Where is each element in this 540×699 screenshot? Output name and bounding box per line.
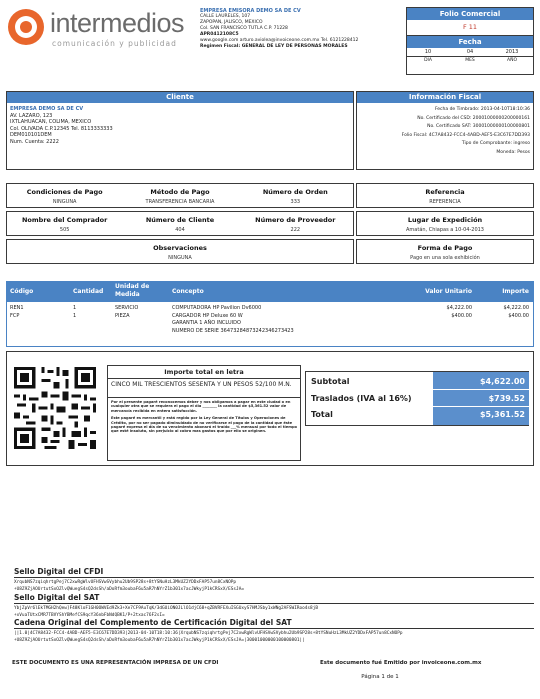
fiscal-cert-sat: No. Certificado SAT: 30001000000100000801: [427, 124, 530, 129]
lugar-label: Lugar de Expedición: [407, 216, 483, 224]
fecha-mes: 04: [466, 49, 474, 55]
row-concepto: COMPUTADORA HP Pavilion Dv6000: [172, 305, 262, 311]
condiciones-label: Condiciones de Pago: [26, 188, 103, 196]
cadena-line2: +U8Z9ZjAOUrtutSxOZlvQWuegS4sQ2dsSh/aDoRfm3oubaF6u5aR7hNYrZ1b301x7acJWkyjP1kCRSxX/ESsJA=|30001000000100000801||: [14, 638, 305, 643]
item-note-row: [7, 320, 533, 328]
logo-tagline: comunicación y publicidad: [52, 39, 177, 48]
row-unidad: SERVICIO: [115, 305, 139, 311]
issuer-address1: CALLE LAURELES, 107: [200, 14, 251, 19]
metodo-value: TRANSFERENCIA BANCARIA: [145, 199, 215, 205]
item-note-row: [7, 328, 533, 336]
orden-value: 333: [290, 199, 301, 205]
fiscal-body: [357, 103, 533, 160]
cliente-line3: Col. OLIVADA C.P.12345 Tel. 8113333333: [10, 125, 113, 132]
subtotal-label: Subtotal: [311, 377, 350, 386]
sello-sat: [14, 592, 534, 619]
metodo-label: Método de Pago: [150, 188, 210, 196]
company-logo: [6, 4, 196, 52]
item-note-serie: NUMERO DE SERIE 3647328487324234627342​3: [172, 327, 294, 334]
footer-left: ESTE DOCUMENTO ES UNA REPRESENTACIÓN IMPRESA DE UN CFDI: [12, 660, 219, 666]
obs-value: NINGUNA: [168, 255, 192, 261]
forma-box: [356, 239, 534, 264]
sello-sat-line1: YbjZpVr6lEkTMGH2hQew]F48KloF1GH0OWVEd9Zk3+Xe7CF9AuTqK/3dGUiON0JLlO1djC68+qZBVRFEXuISGUxyS7HMJSby1xWNg2AFSWIRoo4s8jB: [14, 606, 318, 611]
cliente-body: [7, 103, 353, 149]
comprador-value: 505: [59, 227, 70, 233]
referencia-value: REFERENCIA: [429, 199, 461, 205]
divider: [433, 389, 529, 390]
referencia-box: [356, 183, 534, 208]
items-header: [7, 282, 533, 302]
iva-value: $739.52: [488, 394, 525, 403]
fecha-anio-label: AÑO: [507, 58, 517, 63]
folio-label: Folio Comercial: [407, 8, 533, 20]
cliente-name: EMPRESA DEMO SA DE CV: [10, 106, 84, 112]
proveedor-value: 222: [290, 227, 301, 233]
pagare-text-1: Por el presente pagaré reconocemos deber y nos obligamos a pagar en este ciudad o en cualquier otra que se requiera el pago el día ________ la cantidad de $5,361.52 valor de mercancía recibida en entera satisfacción.: [111, 400, 291, 413]
items-body: [7, 305, 533, 335]
issuer-address2: ZAPOPAN, JALISCO, MEXICO: [200, 20, 263, 25]
row-cantidad: 1: [73, 305, 77, 311]
cliente-line2: IXTLAHUACAN, COLIMA, MEXICO: [10, 119, 92, 126]
issuer-name: EMPRESA EMISORA DEMO SA DE CV: [200, 8, 301, 14]
row-importe: $400.00: [508, 312, 529, 319]
sello-cfdi-line1: XrqubNS7zqiqhrtgPej7C2xwRgWlvUFHSVwSVybhu2Ub9SP28s+8tYSNuHzL3MkUZ2YDDxFAP57un8CxNOPp: [14, 580, 237, 585]
totals-box: [305, 371, 529, 426]
fecha-label: Fecha: [407, 36, 533, 48]
totals-values-panel: [433, 372, 529, 425]
row-unitario: $400.00: [451, 312, 472, 319]
cliente-line4: DEM010101DEM: [10, 132, 52, 139]
totals-section: [6, 351, 534, 466]
sello-cfdi-label: Sello Digital del CFDI: [14, 566, 534, 578]
logo-name: intermedios: [50, 8, 185, 38]
comprador-label: Nombre del Comprador: [21, 216, 108, 224]
total-value: $5,361.52: [479, 410, 525, 419]
row-cantidad: 1: [73, 312, 77, 319]
row-importe: $4,222.00: [503, 305, 529, 311]
fiscal-tipo: Tipo de Comprobante: ingreso: [461, 141, 530, 146]
table-row: [7, 313, 533, 321]
sello-cfdi: [14, 566, 534, 593]
cliente-label: Cliente: [7, 92, 353, 103]
letra-label: Importe total en letra: [108, 366, 300, 379]
issuer-regimen: Regimen Fiscal: GENERAL DE LEY DE PERSONAS MORALES: [200, 44, 348, 49]
orden-label: Número de Orden: [262, 188, 328, 196]
fiscal-cert-csd: No. Certificado del CSD: 20001000000200000161: [417, 115, 530, 121]
proveedor-label: Número de Proveedor: [255, 216, 336, 224]
issuer-rfc: APR0412108C5: [200, 32, 239, 37]
col-unitario: Valor Unitario: [425, 288, 472, 295]
letra-box: [107, 365, 301, 461]
items-table: [6, 281, 534, 347]
row-unitario: $4,222.00: [446, 305, 472, 311]
qr-code-icon: [11, 364, 99, 452]
fiscal-timbrado: Fecha de Timbrado: 2013-04-10T18:10:36: [434, 107, 530, 112]
cliente-box: [6, 91, 354, 170]
sello-sat-line2: +xVuaTUtxCMR7TBVYShYBMefCS9qcY36nbFbNdQBK1/P+2txac76F2sI=: [14, 613, 165, 618]
iva-label: Traslados (IVA al 16%): [311, 394, 412, 403]
row-unidad: PIEZA: [115, 312, 130, 319]
fecha-anio: 2013: [505, 49, 519, 55]
item-note-garantia: GARANTIA 1 AÑO INCLUIDO: [172, 320, 241, 326]
condiciones-value: NINGUNA: [52, 199, 77, 205]
observaciones-box: [6, 239, 354, 264]
divider: [433, 406, 529, 407]
fiscal-folio: Folio Fiscal: 4C7A8432-FCC4-4ABD-AEF5-E3C67E7DD393: [401, 132, 530, 138]
letra-value: CINCO MIL TRESCIENTOS SESENTA Y UN PESOS 52/100 M.N.: [108, 379, 300, 398]
col-importe: Importe: [502, 288, 529, 295]
col-codigo: Código: [10, 288, 34, 295]
col-concepto: Concepto: [172, 288, 204, 295]
folio-value: F 11: [407, 20, 533, 36]
lugar-box: [356, 211, 534, 236]
cliente-line5: Num. Cuenta: 2222: [10, 138, 59, 145]
page-number: Página 1 de 1: [361, 674, 399, 680]
info-row-1: [6, 183, 354, 208]
cliente-line1: AV. LAZARO, 123: [10, 112, 53, 119]
num-cliente-value: 404: [175, 227, 185, 233]
cadena-original: [14, 617, 534, 644]
fecha-dia-label: DIA: [424, 58, 432, 63]
lugar-value: Amatán, Chiapas a 10-04-2013: [406, 227, 484, 233]
col-unidad: Unidad de Medida: [115, 283, 150, 298]
footer-right: Este documento fué Emitido por invoiceone.com.mx: [320, 660, 482, 666]
forma-value: Pago en una sola exhibición: [410, 255, 480, 261]
obs-label: Observaciones: [153, 244, 207, 252]
info-row-2: [6, 211, 354, 236]
fecha-values: [407, 48, 533, 56]
sello-cfdi-line2: +U8Z9ZjAOUrtutSxOZlvQWuegS4sQ2dsSh/aDoRfm3oubaF6u5aR7hNYrZ1b301x7acJWkyjP1kCRSxX/ESsJA=: [14, 587, 244, 592]
fecha-mes-label: MES: [465, 58, 475, 63]
logo-mark-icon: [6, 7, 54, 47]
forma-label: Forma de Pago: [417, 244, 473, 252]
issuer-block: [200, 8, 400, 50]
fecha-labels: [407, 56, 533, 65]
issuer-contact: www.google.com arturo.aviolea@invoiceone.com.mx Tel. 6121228412: [200, 38, 359, 43]
fecha-dia: 10: [424, 49, 432, 55]
total-label: Total: [311, 410, 333, 419]
col-cantidad: Cantidad: [73, 288, 104, 295]
folio-box: [406, 7, 534, 75]
subtotal-value: $4,622.00: [479, 377, 525, 386]
issuer-address3: Col. SAN FRANCISCO TUTLA C.P. 71228: [200, 26, 288, 31]
fiscal-moneda: Moneda: Pesos: [496, 149, 530, 155]
sello-sat-label: Sello Digital del SAT: [14, 592, 534, 604]
pagare-text-2: Este pagaré es mercantil y está regido por la Ley General de Títulos y Operaciones de Crédito, por no ser pagado diminuidado de no verificarse el pago de la cantidad que éste pagaré expresa el día de su vencimiento abonará el traído ___% mensual por todo el tiempo que esté insoluto, sin perjuicio al cobro mas gastos que por ello se originen.: [111, 416, 298, 434]
row-codigo: FCP: [10, 312, 20, 319]
num-cliente-label: Número de Cliente: [145, 216, 215, 224]
fiscal-label: Información Fiscal: [357, 92, 533, 103]
referencia-label: Referencia: [425, 188, 465, 196]
cadena-line1: ||1.0|4C7A8432-FCC4-4ABD-AEF5-E3C67E7DD393|2013-04-10T18:10:36|XrqubNS7zqiqhrtgPej7C2xwRgWlvUFHSVwSVybhu2Ub9SP28s+8tYSNuHzL3MkUZ2YDDxFAP57un8CxNOPp: [14, 631, 403, 636]
cadena-label: Cadena Original del Complemento de Certificación Digital del SAT: [14, 617, 534, 629]
row-concepto: CARGADOR HP Deluxe 60 W: [172, 312, 243, 319]
table-row: [7, 305, 533, 313]
row-codigo: REN1: [10, 305, 24, 311]
fiscal-box: [356, 91, 534, 170]
